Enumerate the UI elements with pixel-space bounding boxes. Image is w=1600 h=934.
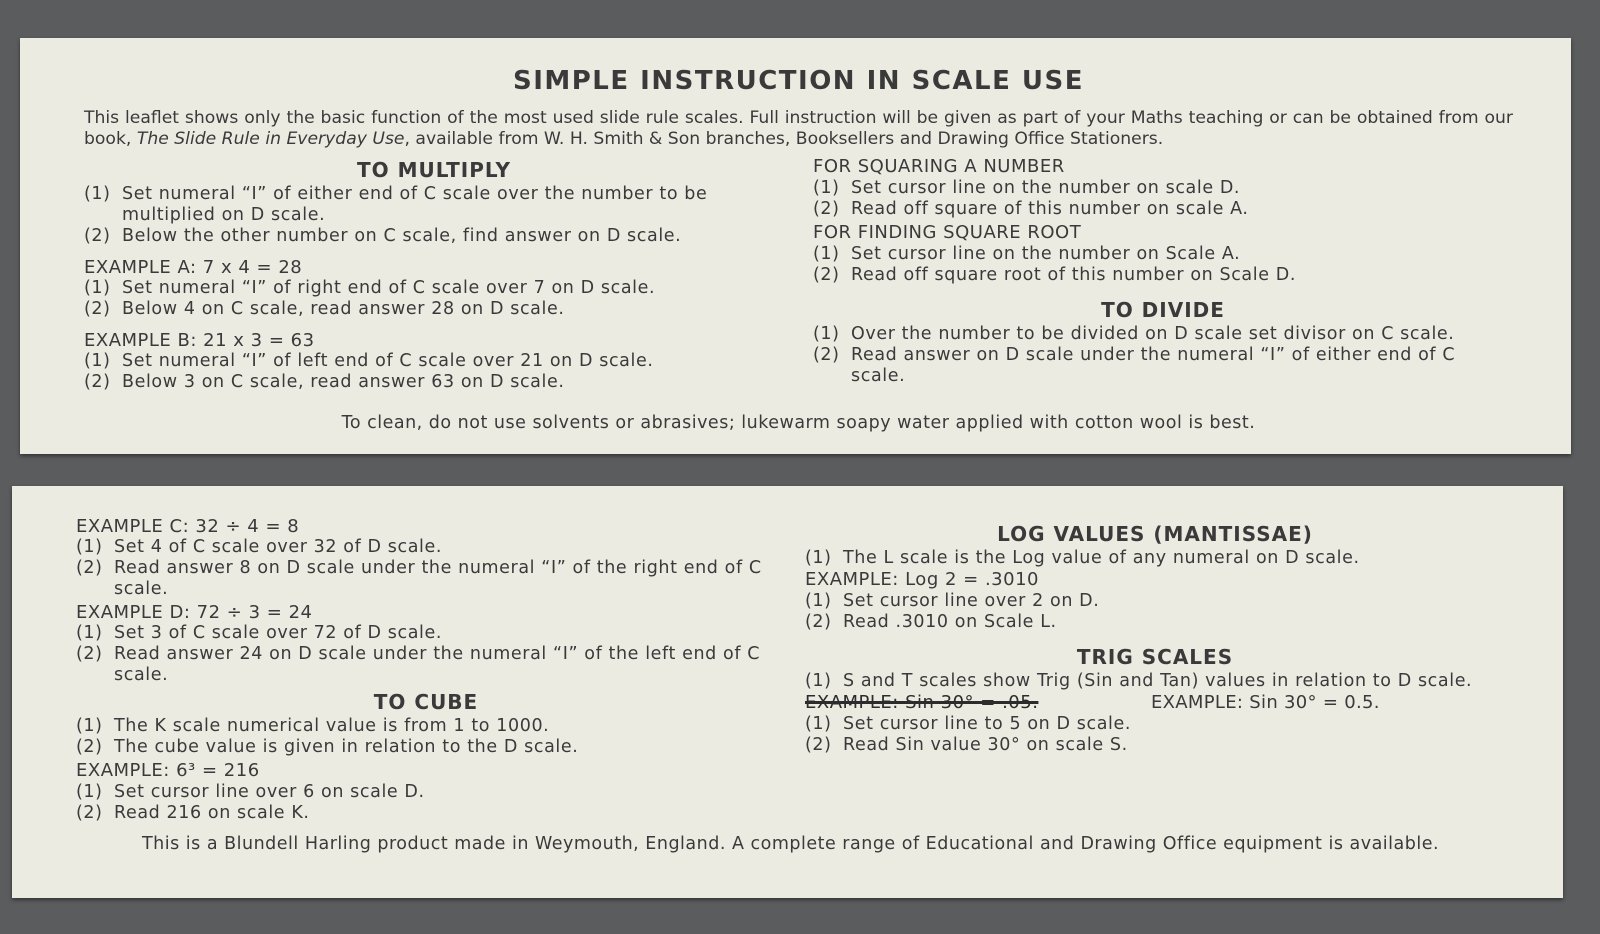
step-number: (1) (76, 623, 103, 643)
log-example-step (805, 612, 1505, 633)
example-a-heading: EXAMPLE A: 7 x 4 = 28 (84, 257, 303, 278)
example-d-heading: EXAMPLE D: 72 ÷ 3 = 24 (76, 602, 313, 623)
step-number: (1) (76, 716, 103, 736)
trig-heading: TRIG SCALES (1076, 645, 1234, 669)
step-number: (2) (813, 265, 840, 285)
top-left-column (84, 154, 784, 393)
step-text: Set 4 of C scale over 32 of D scale. (114, 537, 443, 557)
step-number: (1) (76, 537, 103, 557)
cube-heading: TO CUBE (373, 690, 479, 714)
trig-example-step (805, 714, 1505, 735)
example-d-step (76, 623, 776, 644)
bottom-leaflet-card (12, 486, 1563, 898)
log-example-step (805, 591, 1505, 612)
step-text: Below 3 on C scale, read answer 63 on D scale. (122, 372, 565, 392)
top-columns (84, 154, 1513, 393)
log-heading: LOG VALUES (MANTISSAE) (997, 522, 1313, 546)
step-text: Read answer on D scale under the numeral “I” of either end of C scale. (851, 345, 1456, 386)
step-text: Read answer 8 on D scale under the numeral “I” of the right end of C scale. (114, 558, 762, 599)
cube-step (76, 737, 776, 758)
step-text: The K scale numerical value is from 1 to 1000. (114, 716, 550, 736)
bottom-left-column (76, 516, 776, 824)
step-text: S and T scales show Trig (Sin and Tan) values in relation to D scale. (843, 671, 1473, 691)
step-number: (2) (76, 737, 103, 757)
step-number: (2) (84, 226, 111, 246)
log-step (805, 548, 1505, 569)
step-number: (1) (813, 178, 840, 198)
multiply-heading: TO MULTIPLY (356, 158, 512, 182)
sqroot-heading: FOR FINDING SQUARE ROOT (813, 222, 1082, 243)
step-number: (1) (805, 548, 832, 568)
step-number: (2) (813, 345, 840, 365)
example-b-heading: EXAMPLE B: 21 x 3 = 63 (84, 330, 315, 351)
manufacturer-note: This is a Blundell Harling product made in Weymouth, England. A complete range of Educational and Drawing Office equipment is available. (141, 834, 1440, 854)
example-c-step (76, 558, 776, 600)
step-number: (2) (805, 612, 832, 632)
example-b-step (84, 351, 784, 372)
step-text: Set cursor line on the number on scale D. (851, 178, 1241, 198)
step-number: (2) (84, 299, 111, 319)
step-text: Below 4 on C scale, read answer 28 on D scale. (122, 299, 565, 319)
step-number: (1) (805, 714, 832, 734)
cleaning-note: To clean, do not use solvents or abrasives; lukewarm soapy water applied with cotton wool is best. (341, 413, 1256, 433)
step-text: Read 216 on scale K. (114, 803, 310, 823)
step-number: (2) (76, 803, 103, 823)
cube-example-step (76, 803, 776, 824)
example-a-step (84, 299, 784, 320)
top-right-column (813, 154, 1513, 393)
step-text: Set cursor line on the number on Scale A. (851, 244, 1241, 264)
step-text: Read off square of this number on scale A. (851, 199, 1249, 219)
step-text: Read Sin value 30° on scale S. (843, 735, 1128, 755)
squaring-heading: FOR SQUARING A NUMBER (813, 156, 1065, 177)
step-number: (1) (813, 324, 840, 344)
step-number: (2) (76, 644, 103, 664)
squaring-step (813, 199, 1513, 220)
cube-example-step (76, 782, 776, 803)
example-b-step (84, 372, 784, 393)
leaflet-title: SIMPLE INSTRUCTION IN SCALE USE (512, 66, 1085, 96)
example-d-step (76, 644, 776, 686)
step-number: (2) (813, 199, 840, 219)
step-text: Over the number to be divided on D scale set divisor on C scale. (851, 324, 1455, 344)
step-number: (2) (84, 372, 111, 392)
squaring-step (813, 178, 1513, 199)
step-number: (1) (76, 782, 103, 802)
step-text: Read off square root of this number on Scale D. (851, 265, 1296, 285)
step-number: (1) (805, 591, 832, 611)
cube-example-heading: EXAMPLE: 6³ = 216 (76, 760, 260, 781)
step-number: (2) (805, 735, 832, 755)
log-example-heading: EXAMPLE: Log 2 = .3010 (805, 569, 1039, 590)
example-c-heading: EXAMPLE C: 32 ÷ 4 = 8 (76, 516, 300, 537)
divide-heading: TO DIVIDE (1101, 298, 1225, 322)
intro-text-b: , available from W. H. Smith & Son branches, Booksellers and Drawing Office Stationers. (404, 129, 1164, 149)
struck-example: EXAMPLE: Sin 30° = .05. (805, 692, 1039, 713)
sqroot-step (813, 244, 1513, 265)
multiply-step (84, 184, 784, 226)
step-text: Read .3010 on Scale L. (843, 612, 1057, 632)
step-text: The L scale is the Log value of any numeral on D scale. (843, 548, 1360, 568)
divide-step (813, 324, 1513, 345)
step-text: The cube value is given in relation to the D scale. (114, 737, 579, 757)
intro-book-title: The Slide Rule in Everyday Use (136, 129, 405, 149)
bottom-right-column (805, 516, 1505, 824)
top-leaflet-card (20, 38, 1571, 454)
multiply-step (84, 226, 784, 247)
corrected-example: EXAMPLE: Sin 30° = 0.5. (1151, 692, 1380, 713)
step-text: Set 3 of C scale over 72 of D scale. (114, 623, 443, 643)
trig-example-step (805, 735, 1505, 756)
example-c-step (76, 537, 776, 558)
step-text: Below the other number on C scale, find answer on D scale. (122, 226, 682, 246)
bottom-columns (76, 516, 1505, 824)
step-number: (1) (84, 278, 111, 298)
cube-step (76, 716, 776, 737)
divide-step (813, 345, 1513, 387)
step-text: Set numeral “I” of right end of C scale over 7 on D scale. (122, 278, 656, 298)
intro-paragraph (84, 108, 1513, 150)
example-a-step (84, 278, 784, 299)
step-text: Set numeral “I” of left end of C scale over 21 on D scale. (122, 351, 654, 371)
step-text: Set cursor line over 6 on scale D. (114, 782, 425, 802)
step-number: (1) (84, 351, 111, 371)
sqroot-step (813, 265, 1513, 286)
trig-example-row (805, 692, 1505, 714)
step-number: (1) (813, 244, 840, 264)
step-number: (2) (76, 558, 103, 578)
intro-text-a: This leaflet shows only the basic function of the most used slide rule scales. Full instruction will be given as part of your Maths teaching or can be obtained from our book, (84, 108, 1513, 149)
step-number: (1) (84, 184, 111, 204)
step-text: Read answer 24 on D scale under the numeral “I” of the left end of C scale. (114, 644, 761, 685)
step-text: Set cursor line to 5 on D scale. (843, 714, 1132, 734)
trig-step (805, 671, 1505, 692)
step-text: Set numeral “I” of either end of C scale over the number to be multiplied on D scale. (122, 184, 708, 225)
step-number: (1) (805, 671, 832, 691)
step-text: Set cursor line over 2 on D. (843, 591, 1100, 611)
